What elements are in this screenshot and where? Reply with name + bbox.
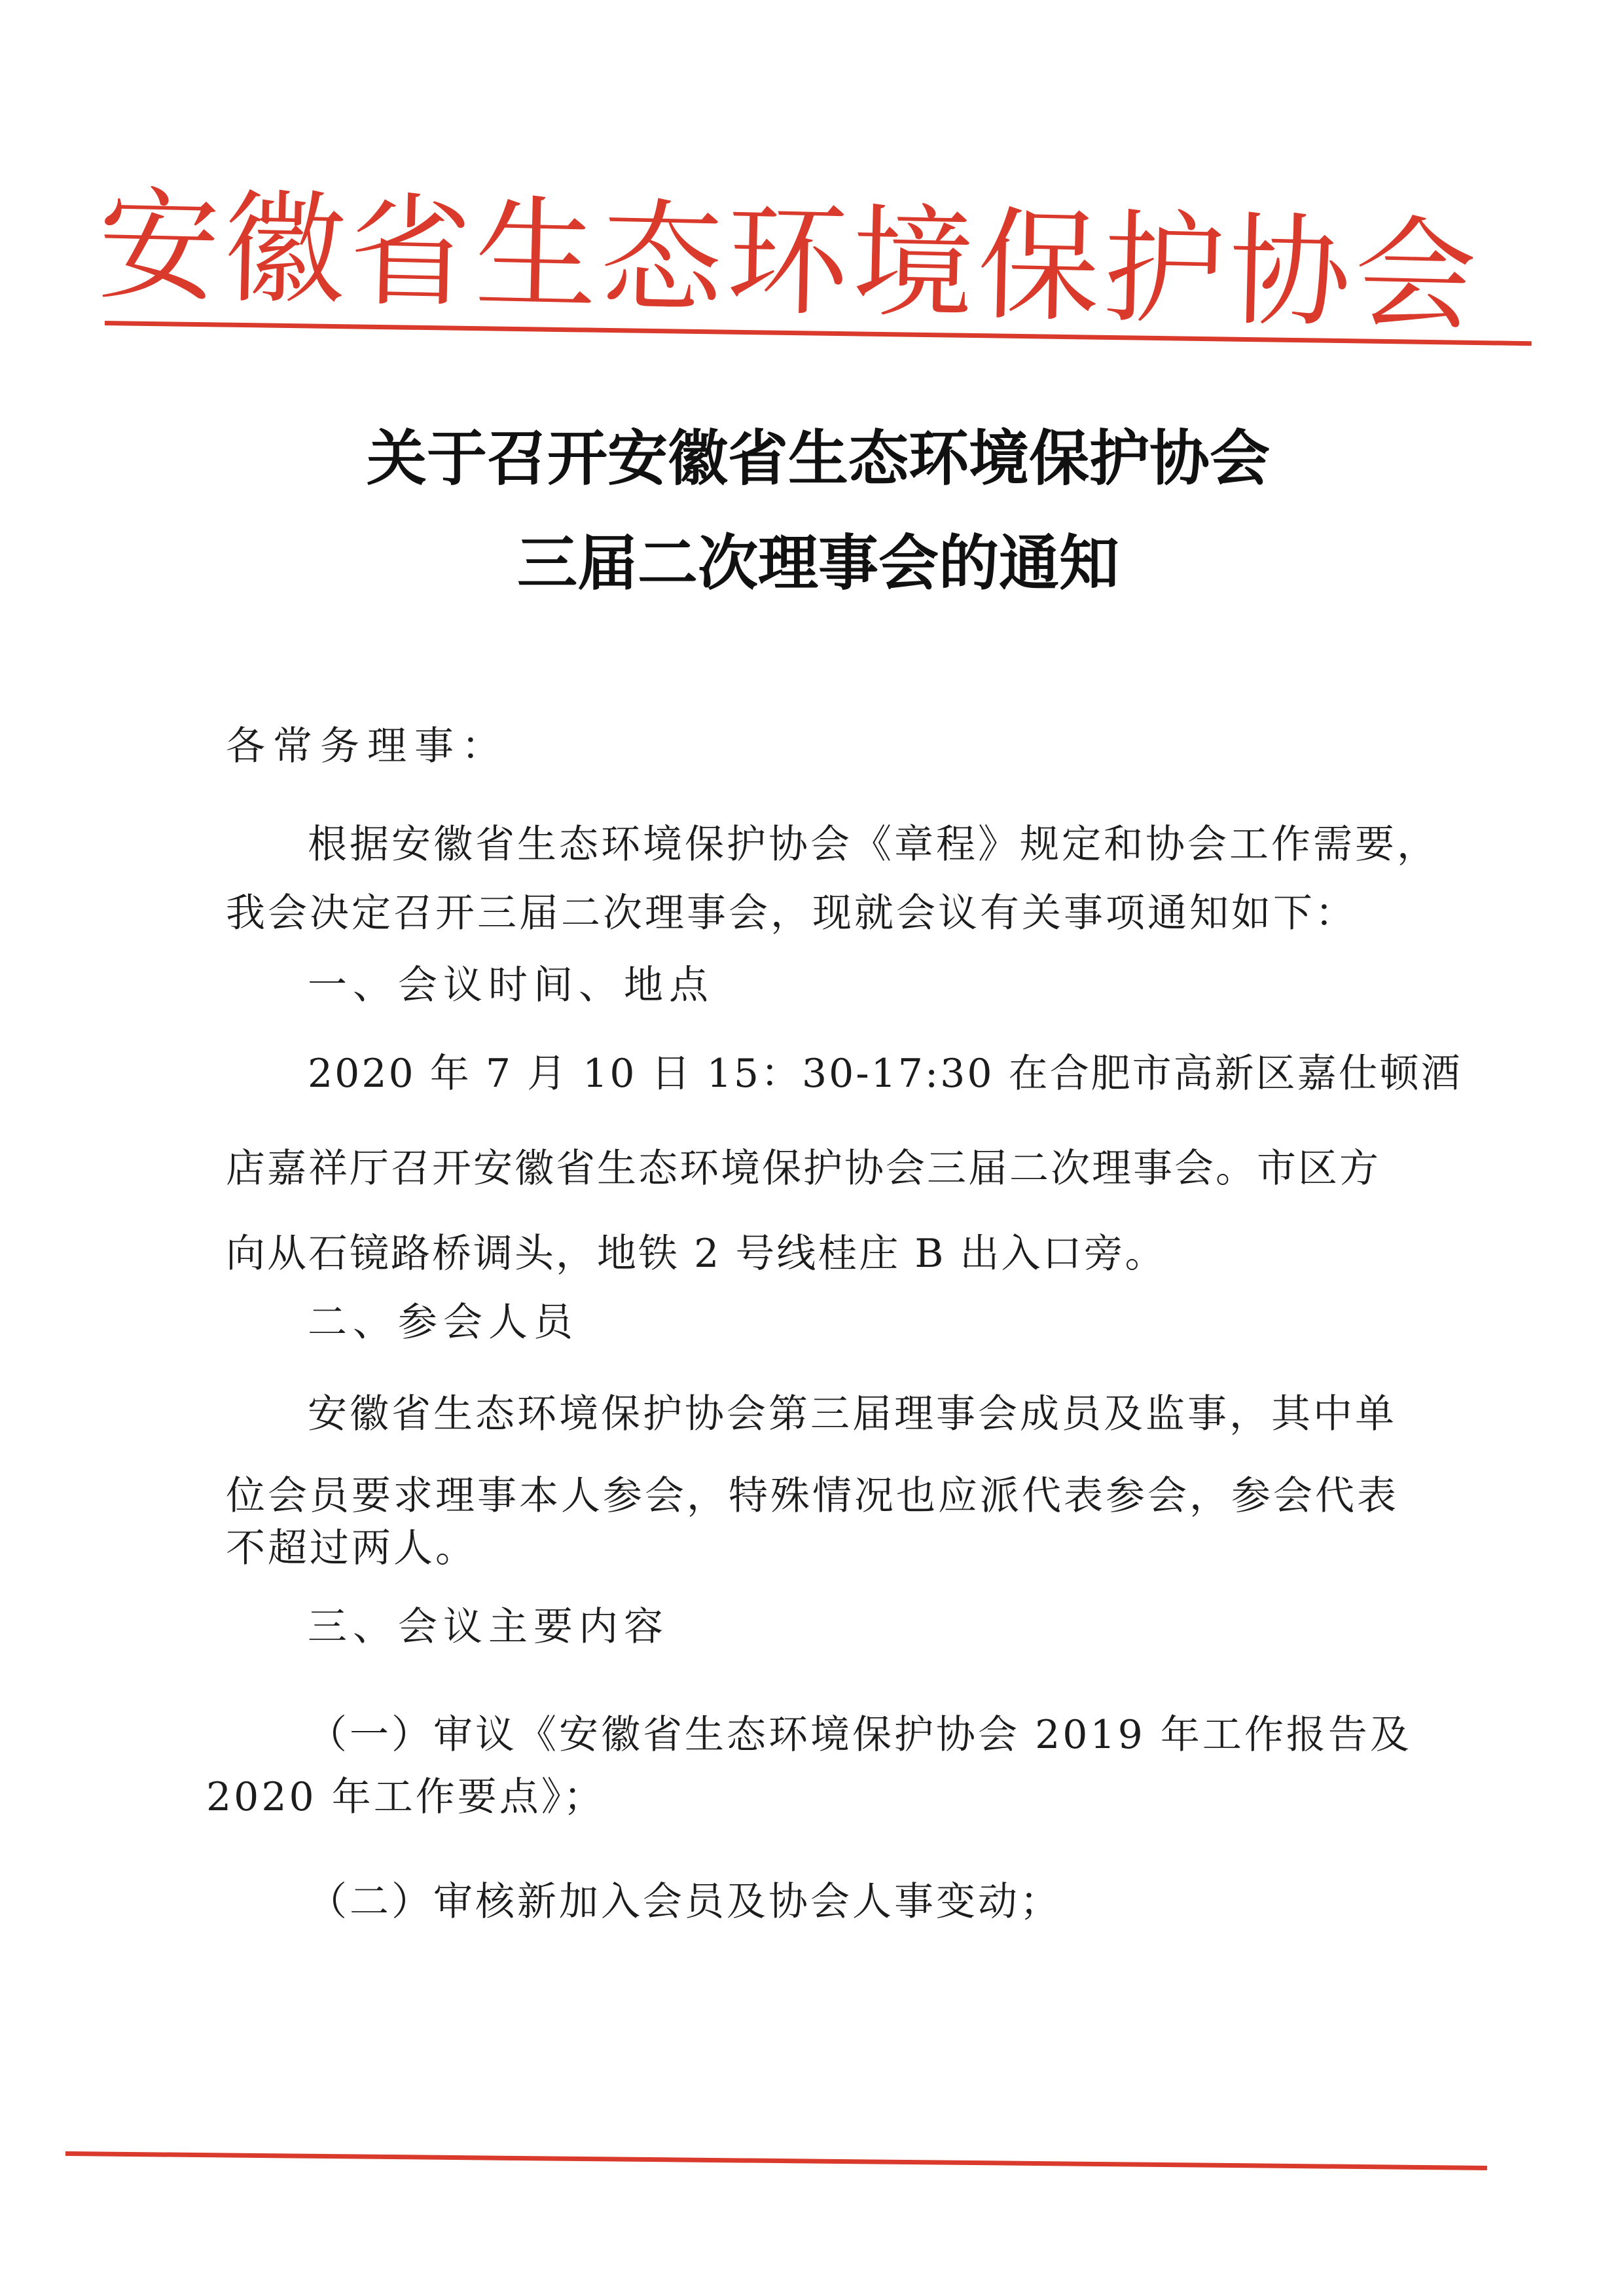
intro-line-1: 根据安徽省生态环境保护协会《章程》规定和协会工作需要， — [308, 822, 1439, 867]
agenda-item-1-line-1: （一）审议《安徽省生态环境保护协会 2019 年工作报告及 — [308, 1712, 1412, 1758]
section-heading-agenda: 三、会议主要内容 — [308, 1604, 669, 1650]
intro-line-2: 我会决定召开三届二次理事会，现就会议有关事项通知如下： — [226, 890, 1357, 936]
attendees-line-1: 安徽省生态环境保护协会第三届理事会成员及监事，其中单 — [308, 1391, 1397, 1437]
agenda-item-1-line-2: 2020 年工作要点》； — [206, 1774, 605, 1820]
notice-title-line-2: 三届二次理事会的通知 — [516, 528, 1119, 598]
time-place-line-3: 向从石镜路桥调头，地铁 2 号线桂庄 B 出入口旁。 — [226, 1231, 1166, 1277]
notice-title-line-1: 关于召开安徽省生态环境保护协会 — [366, 423, 1270, 494]
footer-divider — [65, 2151, 1487, 2170]
section-heading-attendees: 二、参会人员 — [308, 1300, 579, 1345]
time-place-line-1: 2020 年 7 月 10 日 15：30-17:30 在合肥市高新区嘉仕顿酒 — [308, 1051, 1462, 1097]
section-heading-time-place: 一、会议时间、地点 — [308, 962, 714, 1008]
time-place-line-2: 店嘉祥厅召开安徽省生态环境保护协会三届二次理事会。市区方 — [226, 1146, 1380, 1192]
letterhead-title: 安徽省生态环境保护协会 — [96, 174, 1482, 348]
salutation: 各常务理事： — [226, 723, 509, 769]
attendees-line-3: 不超过两人。 — [226, 1525, 477, 1571]
agenda-item-2: （二）审核新加入会员及协会人事变动； — [308, 1879, 1062, 1925]
attendees-line-2: 位会员要求理事本人参会，特殊情况也应派代表参会，参会代表 — [226, 1473, 1399, 1519]
